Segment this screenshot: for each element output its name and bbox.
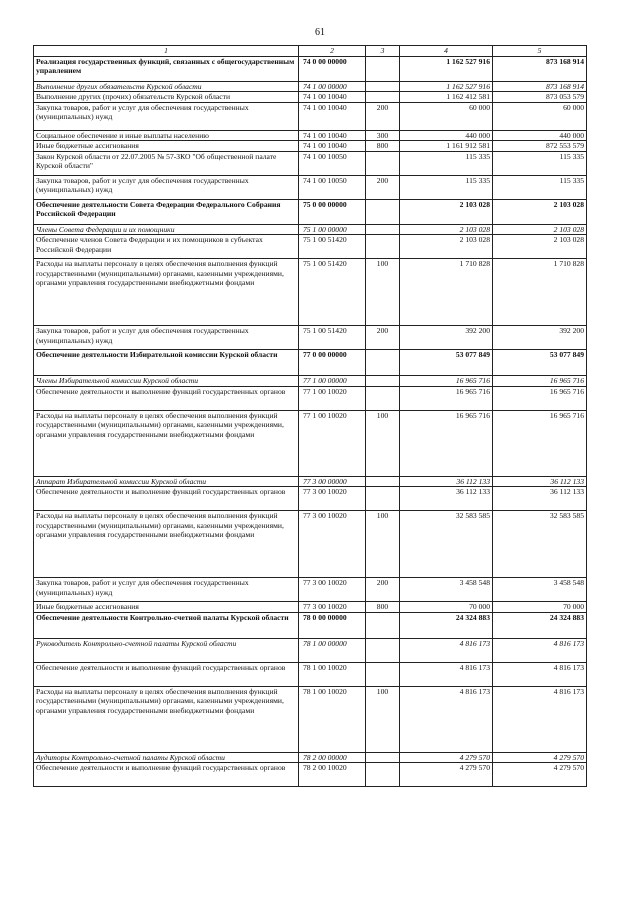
row-name-cell: Обеспечение членов Совета Федерации и их помощников в субъектах Российской Федерации — [34, 235, 299, 259]
row-value-1-cell: 2 103 028 — [400, 199, 493, 224]
table-row — [34, 487, 587, 511]
row-name-cell: Обеспечение деятельности и выполнение функций государственных органов — [34, 487, 299, 511]
row-type-cell — [366, 612, 400, 638]
row-value-2-cell: 4 816 173 — [493, 638, 587, 662]
row-type-cell: 100 — [366, 259, 400, 326]
row-type-cell — [366, 638, 400, 662]
row-value-1-cell: 1 162 527 916 — [400, 81, 493, 92]
row-value-2-cell: 3 458 548 — [493, 578, 587, 602]
row-value-1-cell: 32 583 585 — [400, 511, 493, 578]
row-type-cell: 200 — [366, 175, 400, 199]
header-cell-1: 1 — [34, 46, 299, 57]
row-type-cell — [366, 763, 400, 787]
row-type-cell — [366, 476, 400, 487]
row-code-cell: 78 1 00 00000 — [299, 638, 366, 662]
row-code-cell: 78 1 00 10020 — [299, 662, 366, 686]
table-row — [34, 259, 587, 326]
row-code-cell: 77 3 00 10020 — [299, 602, 366, 613]
row-type-cell — [366, 81, 400, 92]
header-cell-2: 2 — [299, 46, 366, 57]
table-row — [34, 578, 587, 602]
row-type-cell: 100 — [366, 410, 400, 476]
row-name-cell: Иные бюджетные ассигнования — [34, 141, 299, 152]
row-value-1-cell: 2 103 028 — [400, 235, 493, 259]
row-value-1-cell: 115 335 — [400, 175, 493, 199]
row-code-cell: 75 1 00 51420 — [299, 326, 366, 350]
row-value-2-cell: 115 335 — [493, 151, 587, 175]
row-code-cell: 77 3 00 00000 — [299, 476, 366, 487]
row-code-cell: 78 1 00 10020 — [299, 686, 366, 752]
row-name-cell: Обеспечение деятельности и выполнение функций государственных органов — [34, 662, 299, 686]
row-code-cell: 77 3 00 10020 — [299, 578, 366, 602]
row-value-2-cell: 873 168 914 — [493, 81, 587, 92]
row-name-cell: Закупка товаров, работ и услуг для обеспечения государственных (муниципальных) нужд — [34, 102, 299, 130]
row-type-cell — [366, 92, 400, 103]
row-name-cell: Члены Избирательной комиссии Курской области — [34, 376, 299, 387]
row-type-cell — [366, 199, 400, 224]
header-cell-3: 3 — [366, 46, 400, 57]
table-row — [34, 92, 587, 103]
row-value-2-cell: 4 816 173 — [493, 686, 587, 752]
row-name-cell: Расходы на выплаты персоналу в целях обеспечения выполнения функций государственными (муниципальными) органами, казенными учреждениями, органами управления государственными внебюджетными фондами — [34, 410, 299, 476]
row-type-cell: 200 — [366, 578, 400, 602]
row-code-cell: 74 1 00 10040 — [299, 102, 366, 130]
table-row — [34, 612, 587, 638]
row-value-1-cell: 1 710 828 — [400, 259, 493, 326]
row-type-cell — [366, 752, 400, 763]
table-row — [34, 662, 587, 686]
row-value-1-cell: 4 816 173 — [400, 686, 493, 752]
table-row — [34, 199, 587, 224]
row-code-cell: 74 0 00 00000 — [299, 56, 366, 81]
row-type-cell: 200 — [366, 326, 400, 350]
row-name-cell: Расходы на выплаты персоналу в целях обеспечения выполнения функций государственными (муниципальными) органами, казенными учреждениями, органами управления государственными внебюджетными фондами — [34, 686, 299, 752]
row-value-1-cell: 36 112 133 — [400, 487, 493, 511]
page-number: 61 — [315, 27, 325, 38]
table-row — [34, 638, 587, 662]
table-row — [34, 141, 587, 152]
row-code-cell: 77 1 00 00000 — [299, 376, 366, 387]
row-value-1-cell: 4 816 173 — [400, 638, 493, 662]
row-value-1-cell: 60 000 — [400, 102, 493, 130]
row-value-2-cell: 1 710 828 — [493, 259, 587, 326]
row-value-2-cell: 2 103 028 — [493, 199, 587, 224]
row-value-2-cell: 4 279 570 — [493, 763, 587, 787]
row-value-1-cell: 24 324 883 — [400, 612, 493, 638]
row-type-cell — [366, 235, 400, 259]
table-row — [34, 56, 587, 81]
table-row — [34, 476, 587, 487]
row-code-cell: 78 0 00 00000 — [299, 612, 366, 638]
row-code-cell: 74 1 00 10040 — [299, 92, 366, 103]
table-row — [34, 511, 587, 578]
table-row — [34, 130, 587, 141]
row-value-1-cell: 115 335 — [400, 151, 493, 175]
table-row — [34, 376, 587, 387]
row-type-cell — [366, 487, 400, 511]
row-value-2-cell: 16 965 716 — [493, 376, 587, 387]
row-value-2-cell: 36 112 133 — [493, 487, 587, 511]
row-name-cell: Аппарат Избирательной комиссии Курской области — [34, 476, 299, 487]
header-cell-4: 4 — [400, 46, 493, 57]
header-row — [34, 46, 587, 57]
row-code-cell: 77 0 00 00000 — [299, 350, 366, 376]
row-value-2-cell: 872 553 579 — [493, 141, 587, 152]
table-row — [34, 175, 587, 199]
row-code-cell: 75 1 00 51420 — [299, 259, 366, 326]
row-type-cell: 100 — [366, 686, 400, 752]
table-row — [34, 386, 587, 410]
row-value-1-cell: 4 816 173 — [400, 662, 493, 686]
row-value-1-cell: 392 200 — [400, 326, 493, 350]
table-row — [34, 350, 587, 376]
row-value-1-cell: 70 000 — [400, 602, 493, 613]
row-value-1-cell: 53 077 849 — [400, 350, 493, 376]
row-value-2-cell: 115 335 — [493, 175, 587, 199]
row-name-cell: Закон Курской области от 22.07.2005 № 57-ЗКО "Об общественной палате Курской области" — [34, 151, 299, 175]
row-value-2-cell: 60 000 — [493, 102, 587, 130]
row-type-cell — [366, 151, 400, 175]
row-name-cell: Расходы на выплаты персоналу в целях обеспечения выполнения функций государственными (муниципальными) органами, казенными учреждениями, органами управления государственными внебюджетными фондами — [34, 259, 299, 326]
row-value-2-cell: 24 324 883 — [493, 612, 587, 638]
row-value-2-cell: 53 077 849 — [493, 350, 587, 376]
row-type-cell — [366, 56, 400, 81]
row-name-cell: Обеспечение деятельности Избирательной комиссии Курской области — [34, 350, 299, 376]
row-name-cell: Аудиторы Контрольно-счетной палаты Курской области — [34, 752, 299, 763]
row-type-cell: 200 — [366, 102, 400, 130]
row-value-1-cell: 4 279 570 — [400, 763, 493, 787]
row-name-cell: Закупка товаров, работ и услуг для обеспечения государственных (муниципальных) нужд — [34, 578, 299, 602]
row-value-2-cell: 873 168 914 — [493, 56, 587, 81]
row-value-2-cell: 2 103 028 — [493, 235, 587, 259]
table-row — [34, 151, 587, 175]
row-value-2-cell: 4 279 570 — [493, 752, 587, 763]
table-row — [34, 224, 587, 235]
header-cell-5: 5 — [493, 46, 587, 57]
row-value-2-cell: 36 112 133 — [493, 476, 587, 487]
row-value-2-cell: 2 103 028 — [493, 224, 587, 235]
row-value-2-cell: 873 053 579 — [493, 92, 587, 103]
row-value-2-cell: 440 000 — [493, 130, 587, 141]
row-name-cell: Закупка товаров, работ и услуг для обеспечения государственных (муниципальных) нужд — [34, 326, 299, 350]
row-code-cell: 77 1 00 10020 — [299, 410, 366, 476]
row-code-cell: 74 1 00 10050 — [299, 151, 366, 175]
row-code-cell: 77 1 00 10020 — [299, 386, 366, 410]
row-code-cell: 74 1 00 10050 — [299, 175, 366, 199]
row-code-cell: 75 1 00 51420 — [299, 235, 366, 259]
row-value-2-cell: 4 816 173 — [493, 662, 587, 686]
row-name-cell: Расходы на выплаты персоналу в целях обеспечения выполнения функций государственными (муниципальными) органами, казенными учреждениями, органами управления государственными внебюджетными фондами — [34, 511, 299, 578]
row-value-1-cell: 2 103 028 — [400, 224, 493, 235]
row-value-2-cell: 70 000 — [493, 602, 587, 613]
row-type-cell — [366, 350, 400, 376]
table-row — [34, 102, 587, 130]
row-value-1-cell: 1 161 912 581 — [400, 141, 493, 152]
table-row — [34, 686, 587, 752]
table-row — [34, 81, 587, 92]
budget-table — [33, 45, 587, 787]
row-type-cell — [366, 224, 400, 235]
row-value-2-cell: 16 965 716 — [493, 386, 587, 410]
table-row — [34, 752, 587, 763]
row-name-cell: Закупка товаров, работ и услуг для обеспечения государственных (муниципальных) нужд — [34, 175, 299, 199]
table-row — [34, 763, 587, 787]
row-value-1-cell: 3 458 548 — [400, 578, 493, 602]
row-name-cell: Обеспечение деятельности Контрольно-счетной палаты Курской области — [34, 612, 299, 638]
row-type-cell — [366, 376, 400, 387]
table-row — [34, 326, 587, 350]
row-name-cell: Реализация государственных функций, связанных с общегосударственным управлением — [34, 56, 299, 81]
row-type-cell — [366, 662, 400, 686]
row-code-cell: 78 2 00 10020 — [299, 763, 366, 787]
row-code-cell: 74 1 00 00000 — [299, 81, 366, 92]
row-value-1-cell: 36 112 133 — [400, 476, 493, 487]
row-name-cell: Выполнение других (прочих) обязательств Курской области — [34, 92, 299, 103]
row-type-cell: 100 — [366, 511, 400, 578]
row-value-1-cell: 440 000 — [400, 130, 493, 141]
row-type-cell: 300 — [366, 130, 400, 141]
table-row — [34, 235, 587, 259]
row-value-1-cell: 1 162 527 916 — [400, 56, 493, 81]
row-name-cell: Члены Совета Федерации и их помощники — [34, 224, 299, 235]
row-code-cell: 74 1 00 10040 — [299, 141, 366, 152]
row-value-1-cell: 16 965 716 — [400, 386, 493, 410]
row-value-1-cell: 16 965 716 — [400, 376, 493, 387]
row-value-2-cell: 16 965 716 — [493, 410, 587, 476]
row-name-cell: Обеспечение деятельности и выполнение функций государственных органов — [34, 763, 299, 787]
row-type-cell — [366, 386, 400, 410]
row-value-1-cell: 4 279 570 — [400, 752, 493, 763]
row-name-cell: Обеспечение деятельности Совета Федерации Федерального Собрания Российской Федерации — [34, 199, 299, 224]
row-name-cell: Иные бюджетные ассигнования — [34, 602, 299, 613]
row-code-cell: 77 3 00 10020 — [299, 487, 366, 511]
row-value-2-cell: 32 583 585 — [493, 511, 587, 578]
row-code-cell: 74 1 00 10040 — [299, 130, 366, 141]
row-type-cell: 800 — [366, 141, 400, 152]
row-type-cell: 800 — [366, 602, 400, 613]
table-row — [34, 410, 587, 476]
table-row — [34, 602, 587, 613]
row-code-cell: 77 3 00 10020 — [299, 511, 366, 578]
row-value-1-cell: 1 162 412 581 — [400, 92, 493, 103]
row-value-1-cell: 16 965 716 — [400, 410, 493, 476]
row-name-cell: Руководитель Контрольно-счетной палаты Курской области — [34, 638, 299, 662]
row-code-cell: 75 1 00 00000 — [299, 224, 366, 235]
row-name-cell: Выполнение других обязательств Курской области — [34, 81, 299, 92]
row-code-cell: 75 0 00 00000 — [299, 199, 366, 224]
row-name-cell: Обеспечение деятельности и выполнение функций государственных органов — [34, 386, 299, 410]
row-name-cell: Социальное обеспечение и иные выплаты населению — [34, 130, 299, 141]
row-value-2-cell: 392 200 — [493, 326, 587, 350]
row-code-cell: 78 2 00 00000 — [299, 752, 366, 763]
